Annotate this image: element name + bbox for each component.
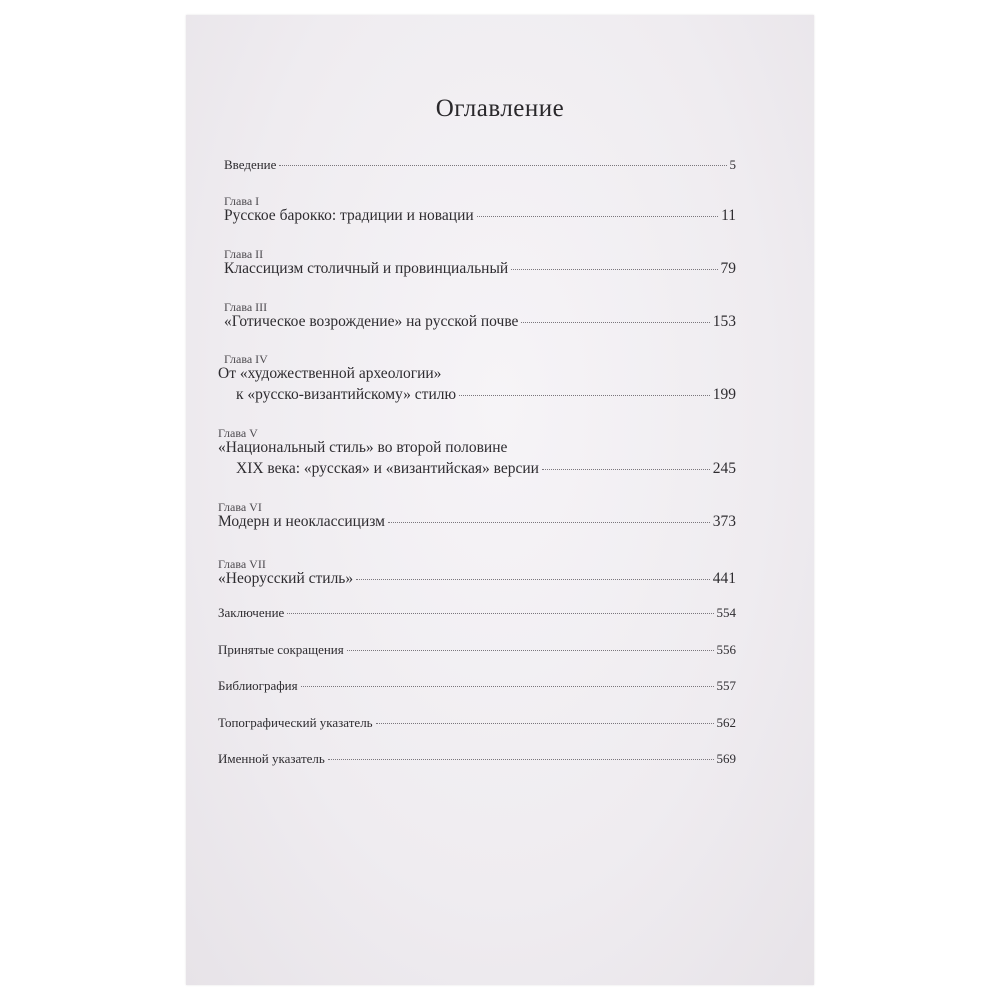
toc-page-number: 554	[716, 605, 736, 620]
toc-entry-ch2	[224, 260, 736, 278]
toc-entry-abbreviations	[218, 642, 736, 658]
toc-entry-name-index	[218, 751, 736, 767]
toc-page-number: 569	[716, 751, 736, 766]
toc-entry-title: Классицизм столичный и провинциальный	[224, 260, 509, 277]
book-page	[186, 15, 814, 985]
toc-entry-title-line1: От «художественной археологии»	[218, 365, 442, 382]
leader-dots	[542, 469, 710, 470]
toc-page-number: 373	[712, 513, 736, 530]
leader-dots	[328, 759, 714, 760]
toc-entry-ch4	[236, 386, 736, 404]
toc-entry-ch1	[224, 207, 736, 225]
leader-dots	[279, 165, 726, 166]
toc-page-number: 245	[712, 460, 736, 477]
toc-entry-title-line1: «Национальный стиль» во второй половине	[218, 439, 508, 456]
toc-entry-title: Топографический указатель	[218, 715, 373, 730]
toc-entry-ch5	[236, 460, 736, 478]
table-of-contents	[186, 15, 814, 985]
toc-entry-title: Введение	[224, 157, 277, 172]
leader-dots	[388, 522, 710, 523]
toc-entry-title: «Неорусский стиль»	[218, 570, 354, 587]
toc-page-number: 79	[720, 260, 736, 277]
leader-dots	[511, 269, 717, 270]
toc-entry-ch6	[218, 513, 736, 531]
toc-entry-title: Русское барокко: традиции и новации	[224, 207, 474, 224]
chapter-label: Глава I	[224, 194, 260, 208]
chapter-label: Глава V	[218, 426, 258, 440]
leader-dots	[459, 395, 710, 396]
chapter-label: Глава II	[224, 247, 264, 261]
toc-page-number: 556	[716, 642, 736, 657]
leader-dots	[301, 686, 714, 687]
toc-page-number: 5	[729, 157, 736, 172]
toc-page-number: 153	[712, 313, 736, 330]
chapter-label: Глава VII	[218, 557, 266, 571]
chapter-label: Глава VI	[218, 500, 262, 514]
toc-entry-title-line2: к «русско-византийскому» стилю	[236, 386, 457, 403]
toc-page-number: 562	[716, 715, 736, 730]
leader-dots	[347, 650, 714, 651]
leader-dots	[356, 579, 710, 580]
toc-entry-title: Библиография	[218, 678, 298, 693]
toc-entry-ch7	[218, 570, 736, 588]
page-title: Оглавление	[435, 95, 565, 122]
toc-entry-conclusion	[218, 605, 736, 621]
toc-entry-bibliography	[218, 678, 736, 694]
toc-entry-title: Модерн и неоклассицизм	[218, 513, 385, 530]
toc-entry-title: «Готическое возрождение» на русской почве	[224, 313, 519, 330]
chapter-label: Глава III	[224, 300, 268, 314]
toc-entry-topographic-index	[218, 715, 736, 731]
toc-entry-ch3	[224, 313, 736, 331]
leader-dots	[376, 723, 714, 724]
toc-entry-intro	[224, 157, 736, 173]
leader-dots	[521, 322, 709, 323]
toc-page-number: 11	[721, 207, 736, 224]
chapter-label: Глава IV	[224, 352, 268, 366]
toc-entry-title: Именной указатель	[218, 751, 325, 766]
toc-page-number: 199	[712, 386, 736, 403]
toc-entry-title: Заключение	[218, 605, 285, 620]
toc-page-number: 557	[716, 678, 736, 693]
toc-entry-title-line2: XIX века: «русская» и «византийская» версии	[236, 460, 539, 477]
toc-page-number: 441	[712, 570, 736, 587]
leader-dots	[477, 216, 718, 217]
toc-entry-title: Принятые сокращения	[218, 642, 344, 657]
leader-dots	[287, 613, 713, 614]
